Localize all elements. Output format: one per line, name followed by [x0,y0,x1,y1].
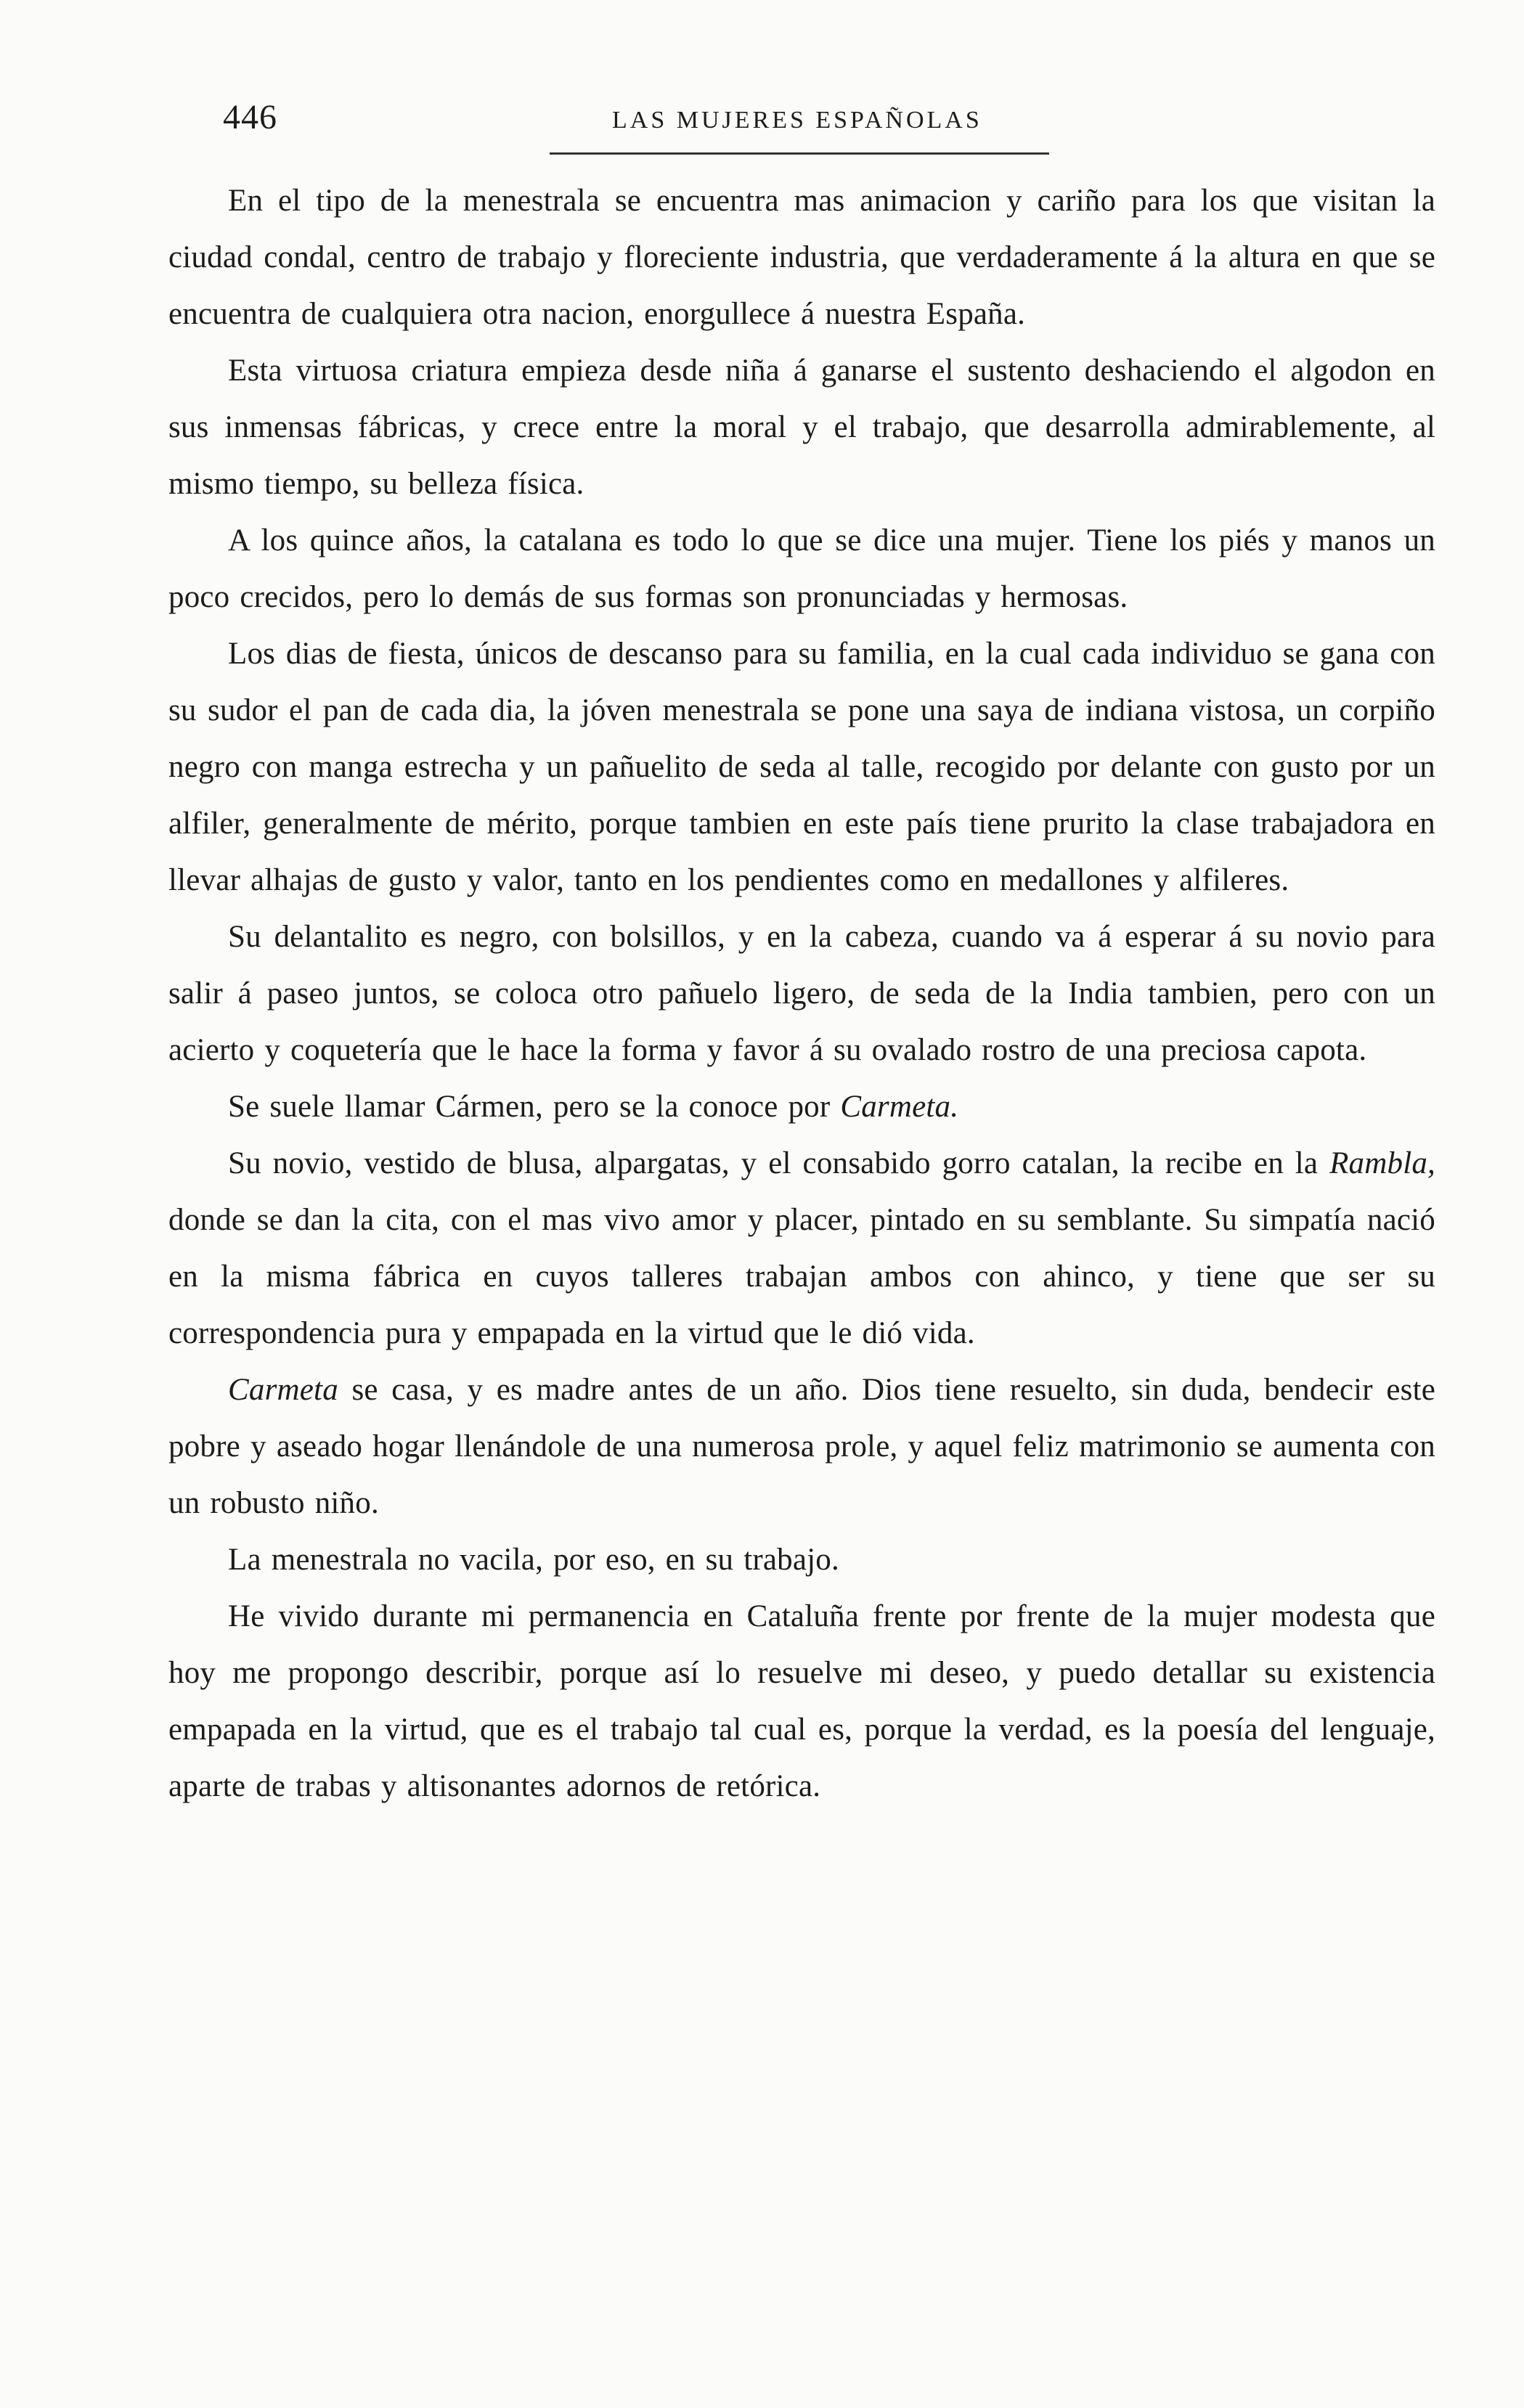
paragraph-3: A los quince años, la catalana es todo lo que se dice una mujer. Tiene los piés y manos un poco crecidos, pero lo demás de sus formas son pronunciadas y hermosas. [168,523,1435,614]
paragraph-6-italic: Carmeta. [840,1090,959,1124]
paragraph-1: En el tipo de la menestrala se encuentra mas animacion y cariño para los que visitan la ciudad condal, centro de trabajo y floreciente industria, que verdaderamente á la altura en que se encuentra de cualquiera otra nacion, enorgullece á nuestra España. [168,184,1435,331]
paragraph-9: La menestrala no vacila, por eso, en su trabajo. [228,1543,839,1577]
paragraph-6-text: Se suele llamar Cármen, pero se la conoce por [228,1090,841,1124]
paragraph-8-italic: Carmeta [228,1373,338,1407]
paragraph-10: He vivido durante mi permanencia en Cataluña frente por frente de la mujer modesta que hoy me propongo describir, porque así lo resuelve mi deseo, y puedo detallar su existencia empapada en la virtud, que es el trabajo tal cual es, porque la verdad, es la poesía del lenguaje, aparte de trabas y altisonantes adornos de retórica. [168,1599,1435,1803]
running-title: LAS MUJERES ESPAÑOLAS [612,107,982,134]
paragraph-5: Su delantalito es negro, con bolsillos, y en la cabeza, cuando va á esperar á su novio para salir á paseo juntos, se coloca otro pañuelo ligero, de seda de la India tambien, pero con un acierto y coquetería que le hace la forma y favor á su ovalado rostro de una preciosa capota. [168,920,1435,1067]
paragraph-7-text: Su novio, vestido de blusa, alpargatas, y el consabido gorro catalan, la recibe en la [228,1146,1330,1180]
paragraph-2: Esta virtuosa criatura empieza desde niña á ganarse el sustento deshaciendo el algodon en sus inmensas fábricas, y crece entre la moral y el trabajo, que desarrolla admirablemente, al mismo tiempo, su belleza física. [168,354,1435,501]
paragraph-7-italic: Rambla, [1329,1146,1435,1180]
paragraph-8-tail: se casa, y es madre antes de un año. Dios tiene resuelto, sin duda, bendecir este pobre y aseado hogar llenándole de una numerosa prole, y aquel feliz matrimonio se aumenta con un robusto niño. [168,1373,1435,1520]
page-number: 446 [223,98,277,136]
paragraph-4: Los dias de fiesta, únicos de descanso para su familia, en la cual cada individuo se gana con su sudor el pan de cada dia, la jóven menestrala se pone una saya de indiana vistosa, un corpiño negro con manga estrecha y un pañuelito de seda al talle, recogido por delante con gusto por un alfiler, generalmente de mérito, porque tambien en este país tiene prurito la clase trabajadora en llevar alhajas de gusto y valor, tanto en los pendientes como en medallones y alfileres. [168,637,1435,897]
header-rule [550,152,1049,155]
body-text [168,173,1435,1815]
paragraph-6 [168,1079,1435,1135]
page-header [223,94,1435,145]
paragraph-8 [168,1362,1435,1532]
paragraph-7-tail: donde se dan la cita, con el mas vivo amor y placer, pintado en su semblante. Su simpatía nació en la misma fábrica en cuyos talleres trabajan ambos con ahinco, y tiene que ser su correspondencia pura y empapada en la virtud que le dió vida. [168,1203,1435,1350]
paragraph-7 [168,1135,1435,1362]
